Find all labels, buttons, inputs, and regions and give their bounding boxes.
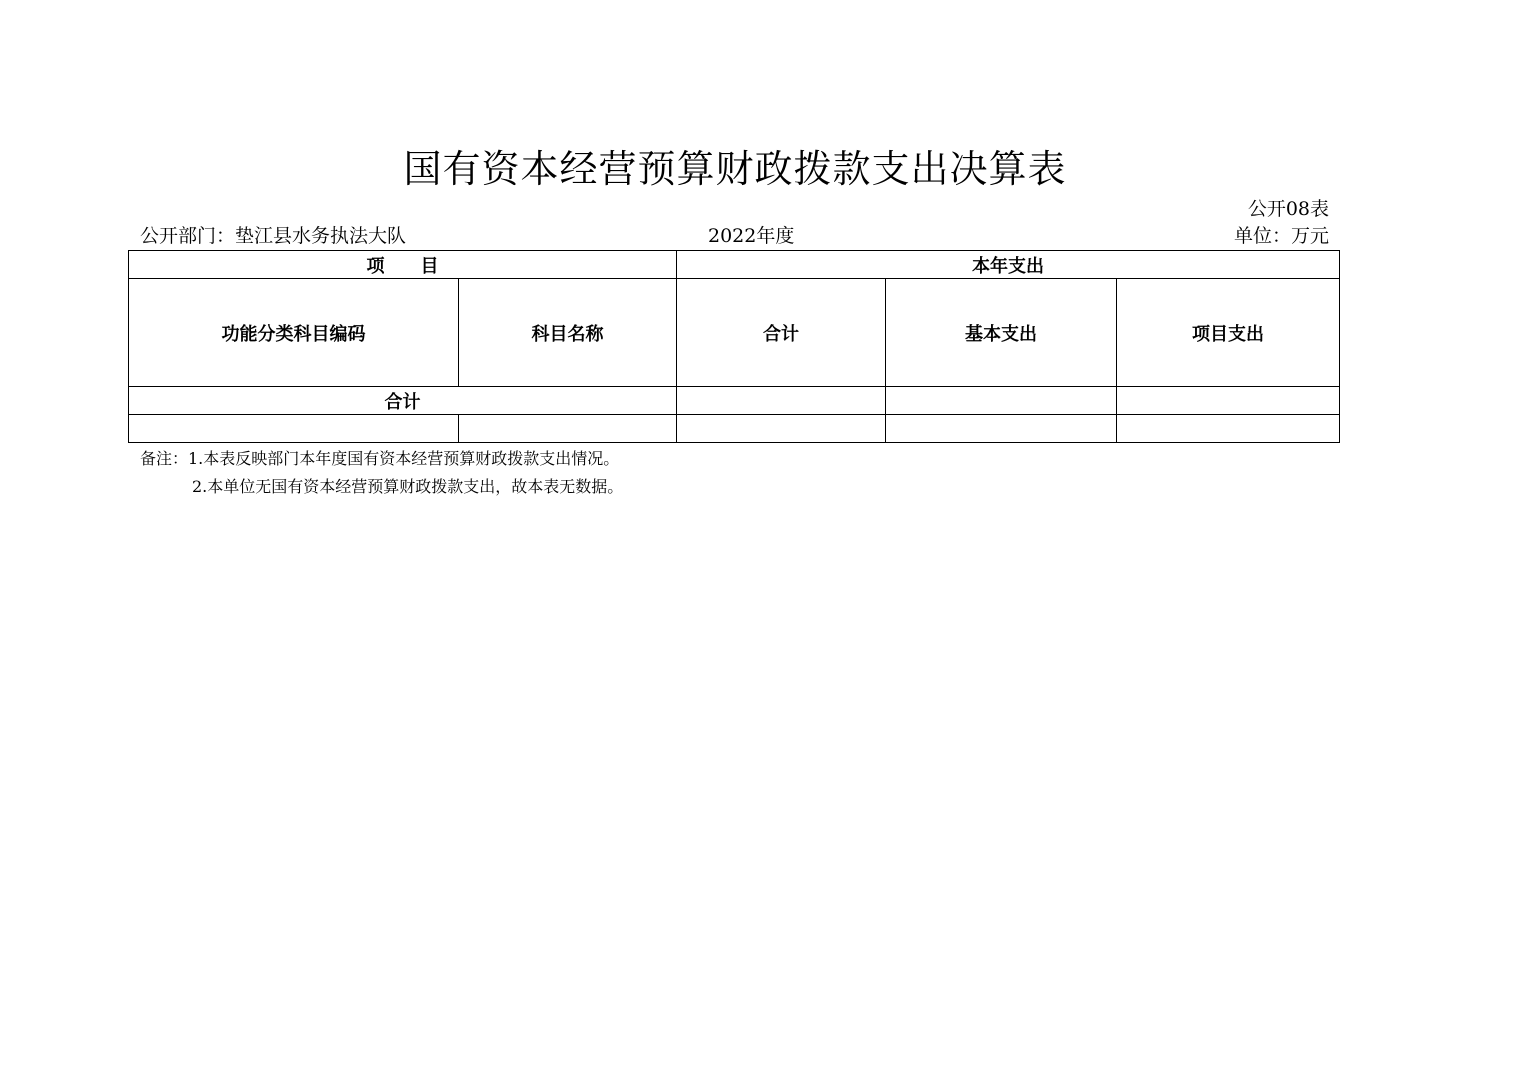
department-label: 公开部门：垫江县水务执法大队 (140, 225, 407, 247)
form-number: 公开08表 (1247, 198, 1329, 220)
notes (140, 445, 623, 501)
expenditure-table (128, 250, 1340, 443)
note-line-1: 备注：1.本表反映部门本年度国有资本经营预算财政拨款支出情况。 (140, 449, 620, 468)
total-row-label: 合计 (129, 387, 677, 415)
col-header-name: 科目名称 (459, 279, 677, 387)
fiscal-year: 2022年度 (708, 225, 795, 247)
page-title: 国有资本经营预算财政拨款支出决算表 (403, 147, 1067, 191)
group-header-row (129, 251, 1340, 279)
total-row-total (677, 387, 886, 415)
row-basic (886, 415, 1117, 443)
row-code (129, 415, 459, 443)
total-row-project (1117, 387, 1340, 415)
header-current-year-expenditure: 本年支出 (677, 251, 1340, 279)
total-row-basic (886, 387, 1117, 415)
row-project (1117, 415, 1340, 443)
col-header-project: 项目支出 (1117, 279, 1340, 387)
note-line-2: 2.本单位无国有资本经营预算财政拨款支出，故本表无数据。 (192, 477, 624, 496)
col-header-code: 功能分类科目编码 (129, 279, 459, 387)
col-header-basic: 基本支出 (886, 279, 1117, 387)
table-row (129, 415, 1340, 443)
header-item: 项 目 (129, 251, 677, 279)
unit-label: 单位：万元 (1233, 225, 1329, 247)
column-header-row (129, 279, 1340, 387)
col-header-total: 合计 (677, 279, 886, 387)
row-total (677, 415, 886, 443)
row-name (459, 415, 677, 443)
total-row (129, 387, 1340, 415)
